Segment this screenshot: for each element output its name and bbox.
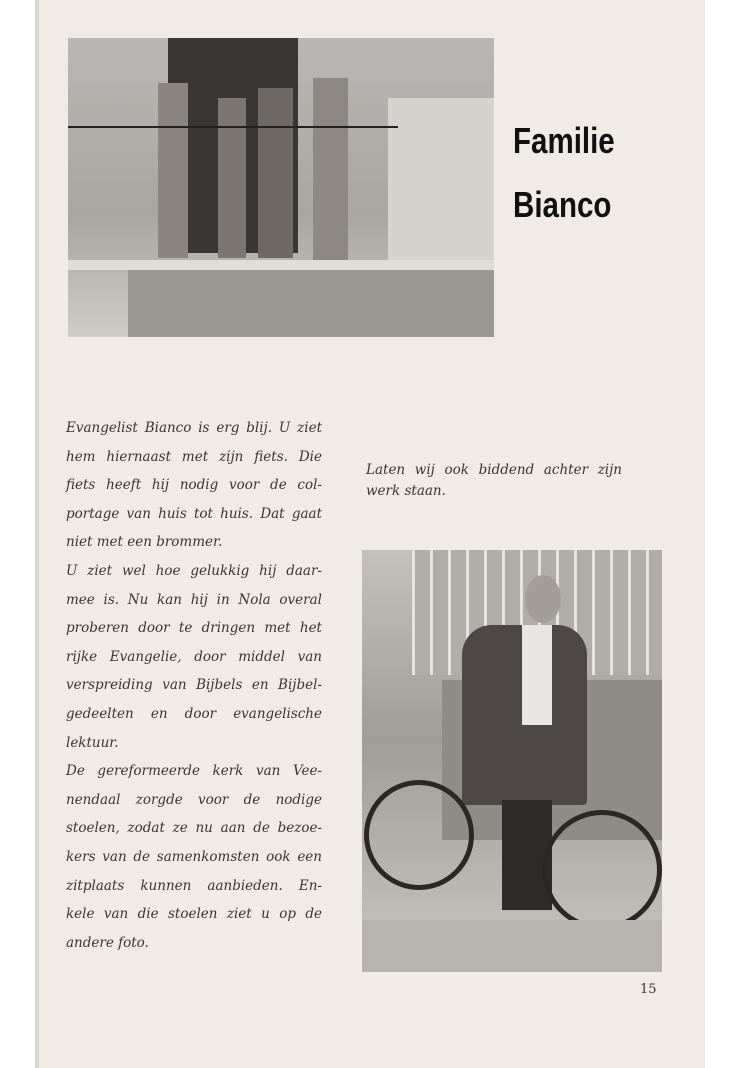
text-line: niet met een brommer. xyxy=(66,534,223,551)
text-line: kers van de samenkomsten ook een xyxy=(66,848,322,865)
text-line: werk staan. xyxy=(366,483,446,499)
text-line: portage van huis tot huis. Dat gaat xyxy=(66,505,322,522)
page-number: 15 xyxy=(640,982,657,997)
text-line: lektuur. xyxy=(66,734,119,751)
body-text-left xyxy=(66,414,322,957)
text-line: andere foto. xyxy=(66,934,149,951)
text-line: rijke Evangelie, door middel van xyxy=(66,648,322,665)
text-line: mee is. Nu kan hij in Nola overal xyxy=(66,591,322,608)
text-line: hem hiernaast met zijn fiets. Die xyxy=(66,448,322,465)
text-line: De gereformeerde kerk van Vee- xyxy=(66,763,322,780)
text-line: Evangelist Bianco is erg blij. U ziet xyxy=(66,420,322,436)
text-line: nendaal zorgde voor de nodige xyxy=(66,791,322,808)
text-line: fiets heeft hij nodig voor de col- xyxy=(66,477,322,494)
text-line: U ziet wel hoe gelukkig hij daar- xyxy=(66,562,322,579)
page-edge xyxy=(35,0,39,1068)
text-line: stoelen, zodat ze nu aan de bezoe- xyxy=(66,820,322,837)
text-line: proberen door te dringen met het xyxy=(66,620,322,637)
text-line: kele van die stoelen ziet u op de xyxy=(66,906,322,923)
text-line: zitplaats kunnen aanbieden. En- xyxy=(66,877,322,894)
text-line: verspreiding van Bijbels en Bijbel- xyxy=(66,677,322,694)
title-line-2: Bianco xyxy=(513,184,612,225)
title-line-1: Familie xyxy=(513,120,615,161)
photo-man-with-bicycle xyxy=(362,550,662,972)
photo-family-on-balcony xyxy=(68,38,494,337)
text-line: gedeelten en door evangelische xyxy=(66,705,322,722)
text-line: Laten wij ook biddend achter zijn xyxy=(366,462,622,478)
body-text-right xyxy=(366,460,622,502)
